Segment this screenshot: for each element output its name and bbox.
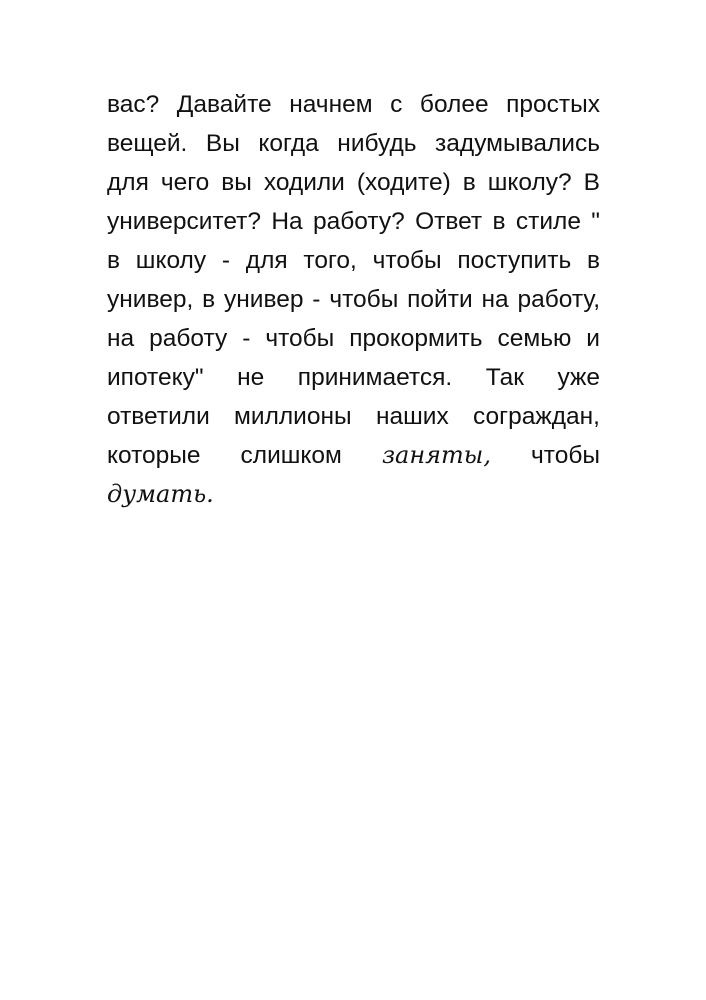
paragraph-text-middle: чтобы	[490, 442, 600, 469]
emphasis-busy: заняты,	[381, 441, 491, 469]
body-paragraph	[107, 85, 600, 514]
emphasis-think: думать.	[107, 480, 214, 508]
document-page	[107, 85, 600, 514]
paragraph-text: вас? Давайте начнем с более простых вещей. Вы когда нибудь задумывались для чего вы ходили (ходите) в школу? В университет? На работу? Ответ в стиле " в школу - для того, чтобы поступить в универ, в универ - чтобы пойти на работу, на работу - чтобы прокормить семью и ипотеку" не принимается. Так уже ответили миллионы наших сограждан, которые слишком	[107, 91, 600, 469]
